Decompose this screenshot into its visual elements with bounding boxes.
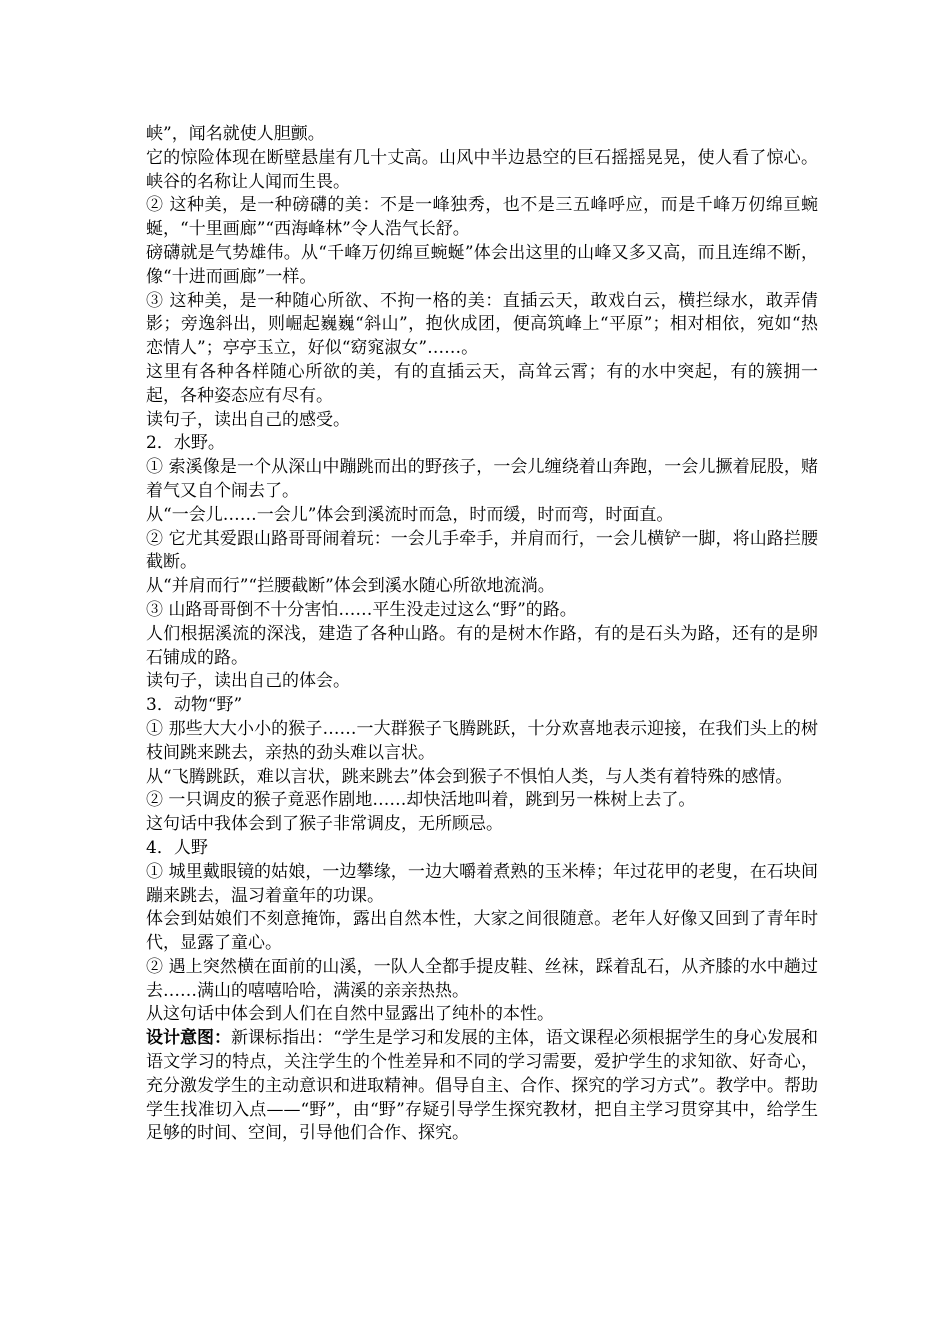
- paragraph-18: 从“飞腾跳跃，难以言状，跳来跳去”体会到猴子不惧怕人类，与人类有着特殊的感情。: [146, 766, 793, 787]
- section-heading-animals: 3．动物“野”: [146, 695, 243, 716]
- paragraph-25: 从这句话中体会到人们在自然中显露出了纯朴的本性。: [146, 1004, 554, 1025]
- design-intent-paragraph: [146, 1027, 818, 1146]
- paragraph-10: 从“一会儿……一会儿”体会到溪流时而急，时而缓，时而弯，时面直。: [146, 504, 674, 525]
- paragraph-4: 磅礴就是气势雄伟。从“千峰万仞绵亘蜿蜒”体会出这里的山峰又多又高，而且连绵不断，像“十进而画廊”一样。: [146, 242, 818, 287]
- paragraph-19: ② 一只调皮的猴子竟恶作剧地……却快活地叫着，跳到另一株树上去了。: [146, 790, 696, 811]
- paragraph-7: 读句子，读出自己的感受。: [146, 409, 350, 430]
- paragraph-12: 从“并肩而行”“拦腰截断”体会到溪水随心所欲地流淌。: [146, 576, 555, 597]
- paragraph-23: 体会到姑娘们不刻意掩饰，露出自然本性，大家之间很随意。老年人好像又回到了青年时代，显露了童心。: [146, 909, 818, 954]
- paragraph-22: ① 城里戴眼镜的姑娘，一边攀缘，一边大嚼着煮熟的玉米棒；年过花甲的老叟，在石块间蹦来跳去，温习着童年的功课。: [146, 861, 818, 906]
- paragraph-11: ② 它尤其爱跟山路哥哥闹着玩：一会儿手牵手，并肩而行，一会儿横铲一脚，将山路拦腰截断。: [146, 528, 818, 573]
- paragraph-17: ① 那些大大小小的猴子……一大群猴子飞腾跳跃，十分欢喜地表示迎接，在我们头上的树枝间跳来跳去，亲热的劲头难以言状。: [146, 718, 818, 763]
- design-intent-label: 设计意图：: [146, 1028, 232, 1049]
- paragraph-5: ③ 这种美，是一种随心所欲、不拘一格的美：直插云天，敢戏白云，横拦绿水，敢弄倩影；旁逸斜出，则崛起巍巍“斜山”，抱伙成团，便高筑峰上“平原”；相对相依，宛如“热恋情人”；亭亭玉立，好似“窈窕淑女”……。: [146, 290, 818, 359]
- paragraph-1: 峡”，闻名就使人胆颤。: [146, 124, 325, 144]
- document-page: [146, 123, 818, 1146]
- section-heading-people: 4．人野: [146, 837, 208, 858]
- paragraph-3: ② 这种美，是一种磅礴的美：不是一峰独秀，也不是三五峰呼应，而是千峰万仞绵亘蜿蜒，“十里画廊”“西海峰林”令人浩气长舒。: [146, 195, 818, 240]
- design-intent-text: 新课标指出：“学生是学习和发展的主体，语文课程必须根据学生的身心发展和语文学习的特点，关注学生的个性差异和不同的学习需要，爱护学生的求知欲、好奇心，充分激发学生的主动意识和进取精神。倡导自主、合作、探究的学习方式”。教学中。帮助学生找准切入点——“野”，由“野”存疑引导学生探究教材，把自主学习贯穿其中，给学生足够的时间、空间，引导他们合作、探究。: [146, 1028, 818, 1144]
- paragraph-9: ① 索溪像是一个从深山中蹦跳而出的野孩子，一会儿缠绕着山奔跑，一会儿撅着屁股，赌着气又自个闹去了。: [146, 457, 818, 501]
- paragraph-13: ③ 山路哥哥倒不十分害怕……平生没走过这么“野”的路。: [146, 599, 577, 620]
- paragraph-6: 这里有各种各样随心所欲的美，有的直插云天，高耸云霄；有的水中突起，有的簇拥一起，各种姿态应有尽有。: [146, 361, 818, 406]
- paragraph-24: ② 遇上突然横在面前的山溪，一队人全都手提皮鞋、丝袜，踩着乱石，从齐膝的水中趟过去……满山的嘻嘻哈哈，满溪的亲亲热热。: [146, 956, 818, 1001]
- paragraph-2: 它的惊险体现在断壁悬崖有几十丈高。山风中半边悬空的巨石摇摇晃晃，使人看了惊心。峡谷的名称让人闻而生畏。: [146, 147, 818, 192]
- paragraph-14: 人们根据溪流的深浅，建造了各种山路。有的是树木作路，有的是石头为路，还有的是卵石铺成的路。: [146, 623, 818, 668]
- paragraph-20: 这句话中我体会到了猴子非常调皮，无所顾忌。: [146, 814, 503, 835]
- paragraph-15: 读句子，读出自己的体会。: [146, 671, 350, 692]
- section-heading-water: 2．水野。: [146, 433, 225, 454]
